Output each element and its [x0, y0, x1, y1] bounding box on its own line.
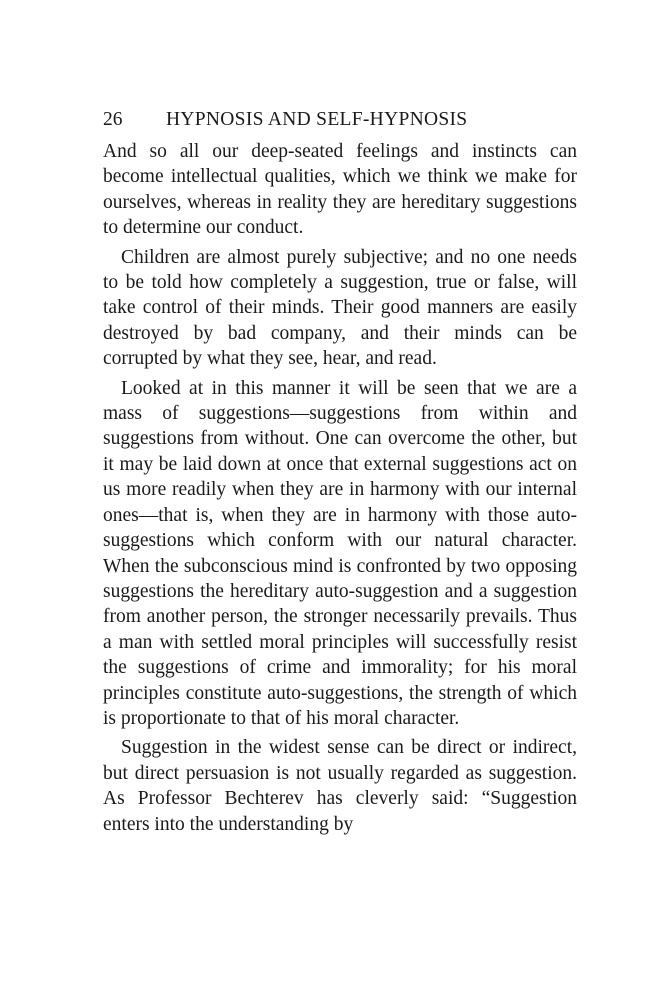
running-title: HYPNOSIS AND SELF-HYPNOSIS	[166, 109, 468, 130]
page-number: 26	[103, 109, 123, 130]
paragraph: Children are almost purely subjective; and no one needs to be told how completely a suggestion, true or false, will take control of their minds. Their good manners are easily destroyed by bad company, and their minds can be corrupted by what they see, hear, and read.	[103, 246, 577, 370]
book-page	[103, 108, 577, 837]
paragraph: Suggestion in the widest sense can be direct or indirect, but direct persuasion is not usually regarded as suggestion. As Professor Bechterev has cleverly said: “Suggestion enters into the understanding by	[103, 737, 577, 835]
running-head	[103, 108, 577, 139]
paragraph: Looked at in this manner it will be seen that we are a mass of suggestions—suggestions from within and suggestions from without. One can overcome the other, but it may be laid down at once that external suggestions act on us more readily when they are in harmony with our internal ones—that is, when they are in harmony with those auto-suggestions which conform with our natural character. When the subconscious mind is confronted by two opposing suggestions the hereditary auto-suggestion and a suggestion from another person, the stronger necessarily prevails. Thus a man with settled moral principles will successfully resist the suggestions of crime and immorality; for his moral principles constitute auto-suggestions, the strength of which is proportionate to that of his moral character.	[103, 377, 577, 729]
body-text	[103, 139, 577, 837]
paragraph: And so all our deep-seated feelings and instincts can become intellectual qualities, which we think we make for ourselves, whereas in reality they are hereditary suggestions to determine our conduct.	[103, 141, 577, 239]
